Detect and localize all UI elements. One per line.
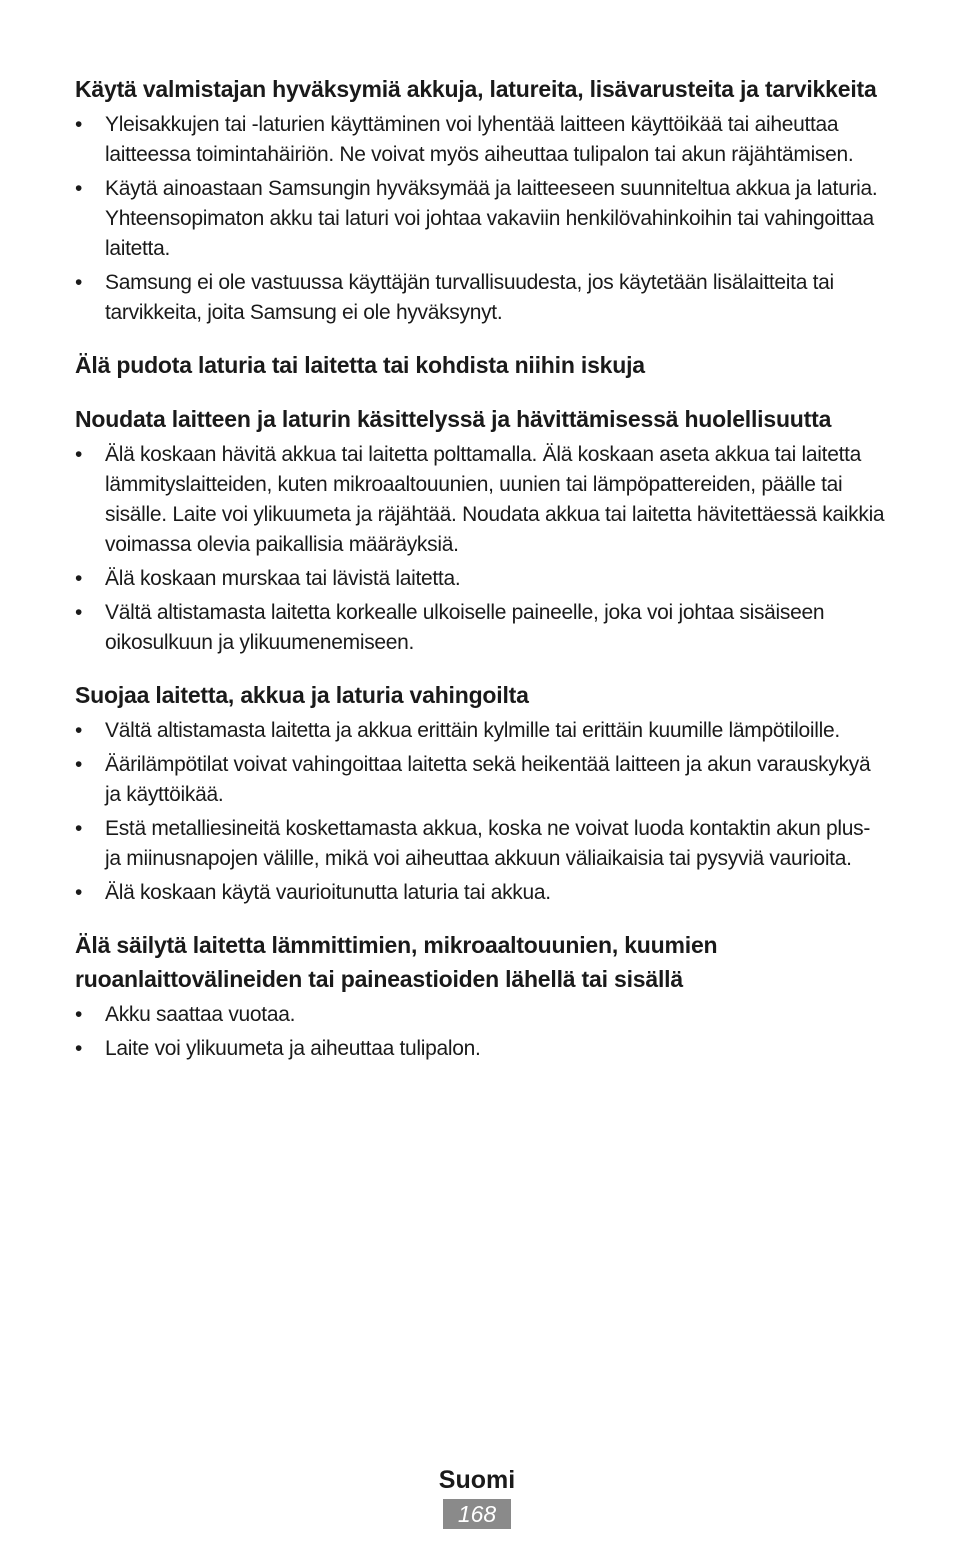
bullet-text: Samsung ei ole vastuussa käyttäjän turvallisuudesta, jos käytetään lisälaitteita tai tarvikkeita, joita Samsung ei ole hyväksynyt. bbox=[105, 271, 834, 324]
bullet-dot-icon: • bbox=[75, 601, 83, 624]
bullet-text: Käytä ainoastaan Samsungin hyväksymää ja laitteeseen suunniteltua akkua ja laturia. Yhteensopimaton akku tai laturi voi johtaa vakaviin henkilövahinkoihin tai vahingoittaa laitetta. bbox=[105, 177, 878, 260]
bullet-dot-icon: • bbox=[75, 881, 83, 904]
bullet-item bbox=[75, 174, 885, 264]
bullet-item bbox=[75, 814, 885, 874]
bullet-dot-icon: • bbox=[75, 719, 83, 742]
section-spacer bbox=[75, 912, 885, 928]
section-heading: Suojaa laitetta, akkua ja laturia vahingoilta bbox=[75, 682, 529, 708]
bullet-list bbox=[75, 716, 885, 908]
section-4 bbox=[75, 678, 885, 908]
bullet-dot-icon: • bbox=[75, 443, 83, 466]
bullet-text: Laite voi ylikuumeta ja aiheuttaa tulipalon. bbox=[105, 1037, 481, 1060]
bullet-text: Älä koskaan murskaa tai lävistä laitetta. bbox=[105, 567, 461, 590]
bullet-dot-icon: • bbox=[75, 113, 83, 136]
bullet-text: Vältä altistamasta laitetta korkealle ulkoiselle paineelle, joka voi johtaa sisäiseen oikosulkuun ja ylikuumenemiseen. bbox=[105, 601, 825, 654]
bullet-item bbox=[75, 598, 885, 658]
bullet-item bbox=[75, 750, 885, 810]
bullet-text: Estä metalliesineitä koskettamasta akkua, koska ne voivat luoda kontaktin akun plus- ja miinusnapojen välille, mikä voi aiheuttaa akkuun väliaikaisia tai pysyviä vaurioita. bbox=[105, 817, 871, 870]
bullet-item bbox=[75, 440, 885, 560]
bullet-list bbox=[75, 110, 885, 328]
section-spacer bbox=[75, 662, 885, 678]
bullet-dot-icon: • bbox=[75, 1003, 83, 1026]
bullet-dot-icon: • bbox=[75, 177, 83, 200]
section-2 bbox=[75, 348, 885, 382]
bullet-dot-icon: • bbox=[75, 753, 83, 776]
section-5 bbox=[75, 928, 885, 1064]
footer-language: Suomi bbox=[438, 1466, 516, 1494]
section-1 bbox=[75, 72, 885, 328]
bullet-dot-icon: • bbox=[75, 817, 83, 840]
bullet-text: Vältä altistamasta laitetta ja akkua erittäin kylmille tai erittäin kuumille lämpötiloille. bbox=[105, 719, 840, 742]
document-body bbox=[75, 72, 885, 1068]
bullet-dot-icon: • bbox=[75, 567, 83, 590]
bullet-item bbox=[75, 1034, 885, 1064]
bullet-text: Älä koskaan hävitä akkua tai laitetta polttamalla. Älä koskaan aseta akkua tai laitetta lämmityslaitteiden, kuten mikroaaltouunien, uunien tai lämpöpattereiden, päälle tai sisälle. Laite voi ylikuumeta ja räjähtää. Noudata akkua tai laitetta hävitettäessä kaikkia voimassa olevia paikallisia määräyksiä. bbox=[105, 443, 885, 556]
bullet-text: Akku saattaa vuotaa. bbox=[105, 1003, 296, 1026]
section-heading: Älä säilytä laitetta lämmittimien, mikroaaltouunien, kuumien ruoanlaittovälineiden tai paineastioiden lähellä tai sisällä bbox=[75, 932, 718, 992]
section-spacer bbox=[75, 386, 885, 402]
bullet-item bbox=[75, 878, 885, 908]
section-spacer bbox=[75, 332, 885, 348]
bullet-text: Äärilämpötilat voivat vahingoittaa laitetta sekä heikentää laitteen ja akun varauskykyä ja käyttöikää. bbox=[105, 753, 871, 806]
page-footer bbox=[0, 1463, 954, 1529]
bullet-item bbox=[75, 564, 885, 594]
bullet-text: Yleisakkujen tai -laturien käyttäminen voi lyhentää laitteen käyttöikää tai aiheuttaa laitteessa toimintahäiriön. Ne voivat myös aiheuttaa tulipalon tai akun räjähtämisen. bbox=[105, 113, 854, 166]
bullet-item bbox=[75, 1000, 885, 1030]
section-heading: Älä pudota laturia tai laitetta tai kohdista niihin iskuja bbox=[75, 352, 645, 378]
section-heading: Noudata laitteen ja laturin käsittelyssä ja hävittämisessä huolellisuutta bbox=[75, 406, 832, 432]
bullet-list bbox=[75, 1000, 885, 1064]
bullet-dot-icon: • bbox=[75, 1037, 83, 1060]
page-number: 168 bbox=[443, 1499, 511, 1529]
section-3 bbox=[75, 402, 885, 658]
bullet-item bbox=[75, 110, 885, 170]
bullet-text: Älä koskaan käytä vaurioitunutta laturia tai akkua. bbox=[105, 881, 551, 904]
bullet-list bbox=[75, 440, 885, 658]
bullet-dot-icon: • bbox=[75, 271, 83, 294]
bullet-item bbox=[75, 716, 885, 746]
section-heading: Käytä valmistajan hyväksymiä akkuja, latureita, lisävarusteita ja tarvikkeita bbox=[75, 76, 877, 102]
bullet-item bbox=[75, 268, 885, 328]
